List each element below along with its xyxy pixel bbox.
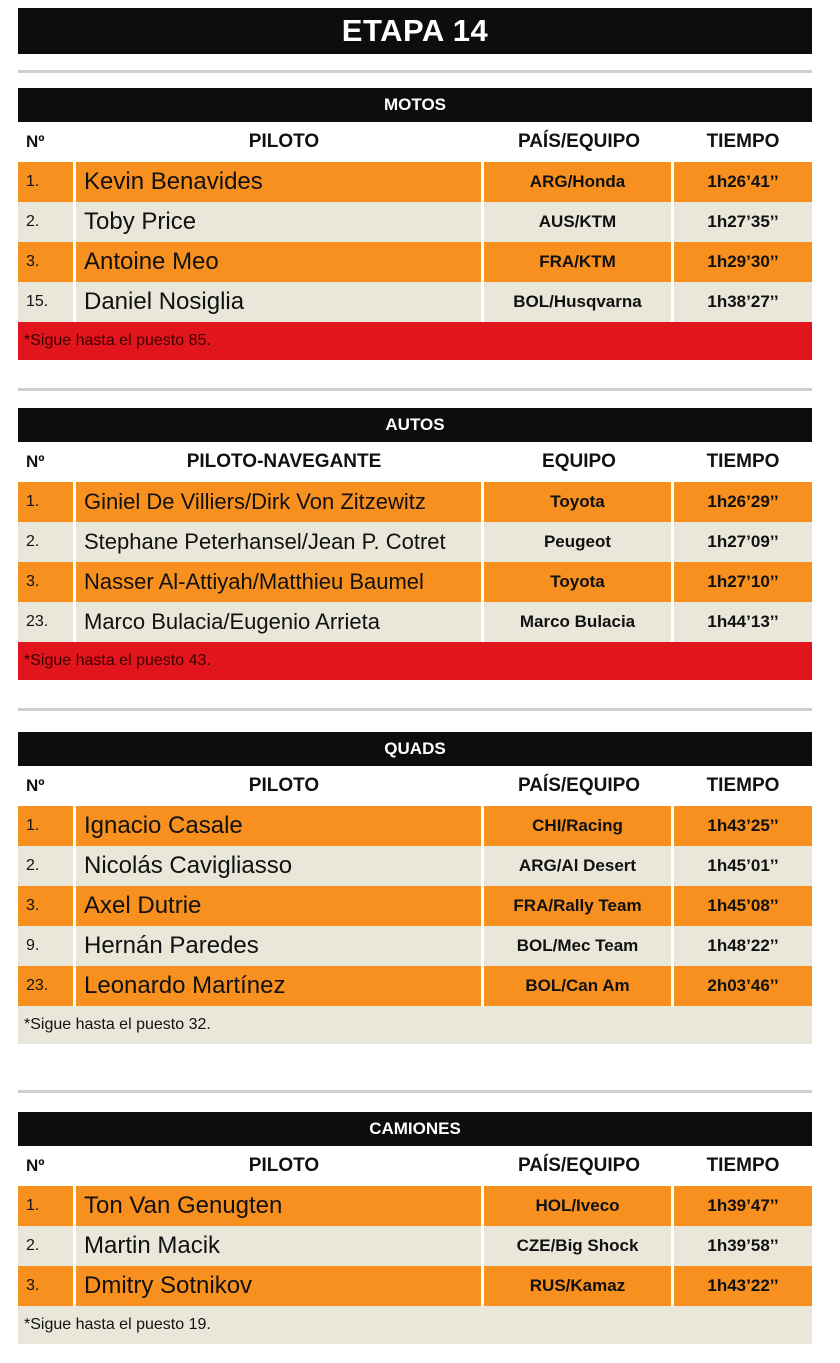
row-pilot: Dmitry Sotnikov [76,1266,484,1306]
row-time: 1h45’08’’ [707,896,779,915]
row-pilot: Ton Van Genugten [76,1186,484,1226]
autos-footnote: *Sigue hasta el puesto 43. [18,642,812,680]
row-pilot: Toby Price [76,202,484,242]
table-row [18,806,812,846]
row-time: 1h27’09’’ [707,532,779,551]
col-pilot: PILOTO [248,1155,320,1176]
row-team: RUS/Kamaz [484,1266,674,1306]
row-team: ARG/Honda [484,162,674,202]
row-position: 2. [18,846,76,886]
row-position: 23. [18,602,76,642]
quads-heading: QUADS [18,732,812,766]
motos-column-headers [18,122,812,162]
row-team: BOL/Husqvarna [484,282,674,322]
table-row [18,562,812,602]
col-team: PAÍS/EQUIPO [517,131,641,152]
divider [18,708,812,711]
row-time: 1h43’22’’ [707,1276,779,1295]
col-team: PAÍS/EQUIPO [517,1155,641,1176]
row-team: Peugeot [484,522,674,562]
col-time: TIEMPO [706,1155,780,1176]
row-time: 1h48’22’’ [707,936,779,955]
col-team: EQUIPO [542,451,616,472]
row-position: 2. [18,1226,76,1266]
motos-table [18,88,812,360]
table-row [18,162,812,202]
row-team: CHI/Racing [484,806,674,846]
row-position: 15. [18,282,76,322]
row-pilot: Hernán Paredes [76,926,484,966]
table-row [18,846,812,886]
row-team: AUS/KTM [484,202,674,242]
row-position: 3. [18,1266,76,1306]
row-pilot: Nicolás Cavigliasso [76,846,484,886]
table-row [18,1266,812,1306]
col-time: TIEMPO [706,451,780,472]
row-position: 2. [18,522,76,562]
camiones-footnote: *Sigue hasta el puesto 19. [18,1306,812,1344]
row-position: 1. [18,482,76,522]
row-pilot: Nasser Al-Attiyah/Matthieu Baumel [76,562,484,602]
row-pilot: Martin Macik [76,1226,484,1266]
row-time: 1h29’30’’ [707,252,779,271]
col-pilot: PILOTO [248,775,320,796]
table-row [18,282,812,322]
col-time: TIEMPO [706,131,780,152]
row-pilot: Antoine Meo [76,242,484,282]
motos-footnote: *Sigue hasta el puesto 85. [18,322,812,360]
row-pilot: Kevin Benavides [76,162,484,202]
col-team: PAÍS/EQUIPO [517,775,641,796]
row-position: 1. [18,162,76,202]
table-row [18,202,812,242]
col-num: Nº [26,452,45,471]
divider [18,388,812,391]
row-position: 3. [18,242,76,282]
row-position: 3. [18,886,76,926]
row-time: 1h26’41’’ [707,172,779,191]
row-position: 23. [18,966,76,1006]
autos-heading: AUTOS [18,408,812,442]
row-pilot: Leonardo Martínez [76,966,484,1006]
col-time: TIEMPO [706,775,780,796]
row-pilot: Ignacio Casale [76,806,484,846]
table-row [18,1226,812,1266]
table-row [18,886,812,926]
row-team: FRA/KTM [484,242,674,282]
row-position: 9. [18,926,76,966]
row-team: BOL/Mec Team [484,926,674,966]
row-time: 1h27’10’’ [707,572,779,591]
row-position: 3. [18,562,76,602]
row-position: 2. [18,202,76,242]
row-team: Marco Bulacia [484,602,674,642]
row-position: 1. [18,1186,76,1226]
table-row [18,602,812,642]
row-team: CZE/Big Shock [484,1226,674,1266]
row-position: 1. [18,806,76,846]
table-row [18,966,812,1006]
quads-table [18,732,812,1044]
col-pilot-navigator: PILOTO-NAVEGANTE [186,451,382,472]
row-pilot: Marco Bulacia/Eugenio Arrieta [76,602,484,642]
motos-heading: MOTOS [18,88,812,122]
camiones-column-headers [18,1146,812,1186]
row-team: Toyota [484,562,674,602]
table-row [18,242,812,282]
autos-table [18,408,812,680]
page-title: ETAPA 14 [18,8,812,54]
table-row [18,522,812,562]
row-time: 1h45’01’’ [707,856,779,875]
divider [18,70,812,73]
camiones-heading: CAMIONES [18,1112,812,1146]
table-row [18,482,812,522]
quads-column-headers [18,766,812,806]
col-num: Nº [26,776,45,795]
row-team: HOL/Iveco [484,1186,674,1226]
table-row [18,1186,812,1226]
row-time: 1h27’35’’ [707,212,779,231]
row-team: BOL/Can Am [484,966,674,1006]
divider [18,1090,812,1093]
quads-footnote: *Sigue hasta el puesto 32. [18,1006,812,1044]
row-time: 1h38’27’’ [707,292,779,311]
row-time: 2h03’46’’ [707,976,779,995]
autos-column-headers [18,442,812,482]
row-time: 1h39’58’’ [707,1236,779,1255]
row-team: FRA/Rally Team [484,886,674,926]
row-time: 1h44’13’’ [707,612,779,631]
row-pilot: Stephane Peterhansel/Jean P. Cotret [76,522,484,562]
row-team: ARG/Al Desert [484,846,674,886]
row-time: 1h43’25’’ [707,816,779,835]
table-row [18,926,812,966]
camiones-table [18,1112,812,1344]
row-time: 1h26’29’’ [707,492,779,511]
row-pilot: Giniel De Villiers/Dirk Von Zitzewitz [76,482,484,522]
row-pilot: Axel Dutrie [76,886,484,926]
row-team: Toyota [484,482,674,522]
col-num: Nº [26,132,45,151]
row-time: 1h39’47’’ [707,1196,779,1215]
col-pilot: PILOTO [248,131,320,152]
col-num: Nº [26,1156,45,1175]
row-pilot: Daniel Nosiglia [76,282,484,322]
